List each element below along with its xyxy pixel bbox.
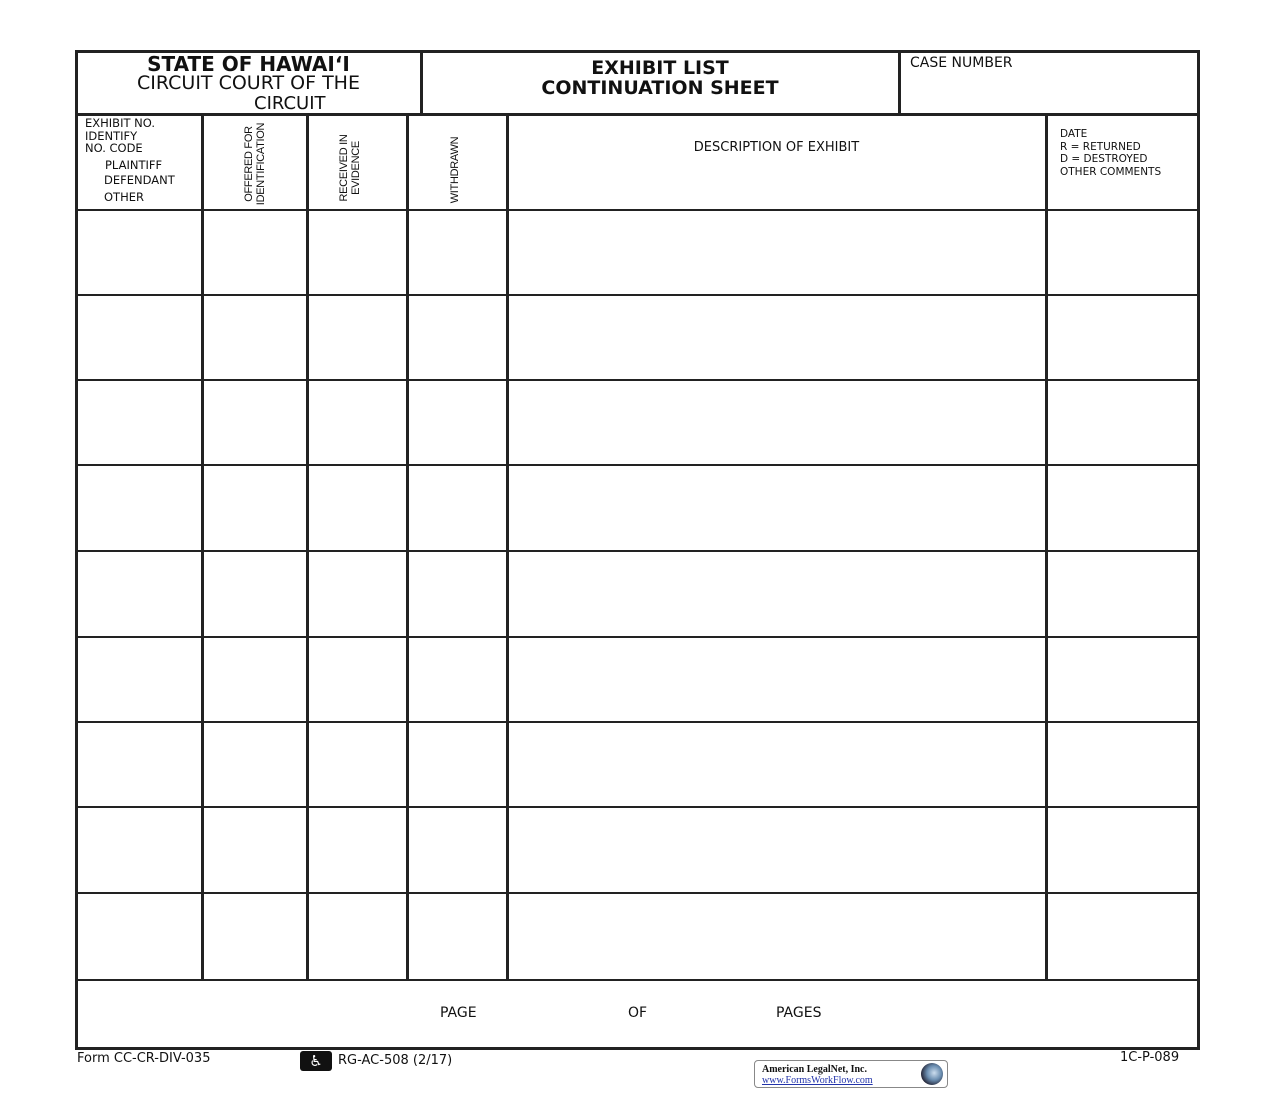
exhibit-no-field[interactable]	[78, 211, 201, 293]
header-line: OTHER COMMENTS	[1060, 166, 1162, 179]
date-comments-field[interactable]	[1047, 296, 1198, 378]
date-comments-field[interactable]	[1047, 381, 1198, 463]
exhibit-no-field[interactable]	[78, 381, 201, 463]
withdrawn-field[interactable]	[408, 466, 506, 549]
page-number-field[interactable]	[500, 998, 615, 1026]
received-field[interactable]	[308, 466, 406, 549]
offered-field[interactable]	[203, 894, 306, 978]
offered-field[interactable]	[203, 466, 306, 549]
exhibit-no-field[interactable]	[78, 296, 201, 378]
court-line-1: CIRCUIT COURT OF THE	[137, 72, 360, 94]
received-field[interactable]	[308, 638, 406, 720]
header-line: PLAINTIFF	[105, 157, 163, 172]
header-line: R = RETURNED	[1060, 140, 1141, 153]
description-field[interactable]	[508, 552, 1045, 635]
case-number-label: CASE NUMBER	[910, 55, 1013, 71]
page-code: 1C-P-089	[1120, 1050, 1180, 1065]
header-line: EXHIBIT NO.	[85, 116, 155, 130]
globe-icon	[921, 1063, 943, 1085]
description-field[interactable]	[508, 381, 1045, 463]
accessibility-icon: ♿	[300, 1051, 332, 1071]
total-pages-field[interactable]	[660, 998, 770, 1026]
exhibit-header	[85, 117, 175, 203]
offered-field[interactable]	[203, 296, 306, 378]
date-comments-field[interactable]	[1047, 211, 1198, 293]
received-field[interactable]	[308, 808, 406, 891]
offered-field[interactable]	[203, 723, 306, 805]
offered-field[interactable]	[203, 638, 306, 720]
court-line-2: CIRCUIT	[254, 93, 326, 114]
vendor-logo[interactable]	[754, 1060, 948, 1088]
description-field[interactable]	[508, 894, 1045, 978]
pages-label: PAGES	[776, 1005, 822, 1021]
withdrawn-field[interactable]	[408, 638, 506, 720]
form-title-1: EXHIBIT LIST	[591, 57, 729, 79]
exhibit-no-field[interactable]	[78, 466, 201, 549]
header-line: OFFERED FOR	[243, 126, 255, 202]
withdrawn-field[interactable]	[408, 552, 506, 635]
header-line: NO. CODE	[85, 141, 143, 155]
offered-header	[243, 114, 267, 214]
withdrawn-field[interactable]	[408, 723, 506, 805]
state-title: STATE OF HAWAIʻI	[147, 52, 350, 76]
date-comments-field[interactable]	[1047, 808, 1198, 891]
exhibit-no-field[interactable]	[78, 723, 201, 805]
offered-field[interactable]	[203, 211, 306, 293]
offered-field[interactable]	[203, 552, 306, 635]
withdrawn-field[interactable]	[408, 211, 506, 293]
date-header	[1060, 128, 1161, 179]
header-line: EVIDENCE	[350, 141, 362, 195]
withdrawn-field[interactable]	[408, 381, 506, 463]
exhibit-no-field[interactable]	[78, 638, 201, 720]
description-field[interactable]	[508, 466, 1045, 549]
received-field[interactable]	[308, 894, 406, 978]
exhibit-no-field[interactable]	[78, 808, 201, 891]
date-comments-field[interactable]	[1047, 894, 1198, 978]
header-line: DEFENDANT	[104, 173, 175, 187]
withdrawn-field[interactable]	[408, 808, 506, 891]
date-comments-field[interactable]	[1047, 723, 1198, 805]
offered-field[interactable]	[203, 808, 306, 891]
header-line: D = DESTROYED	[1060, 153, 1148, 166]
of-label: OF	[628, 1005, 648, 1021]
description-field[interactable]	[508, 808, 1045, 891]
date-comments-field[interactable]	[1047, 638, 1198, 720]
description-field[interactable]	[508, 211, 1045, 293]
description-field[interactable]	[508, 638, 1045, 720]
header-line: DATE	[1060, 128, 1088, 140]
row-divider	[75, 979, 1200, 981]
date-comments-field[interactable]	[1047, 552, 1198, 635]
withdrawn-header: WITHDRAWN	[449, 136, 461, 204]
received-field[interactable]	[308, 296, 406, 378]
vendor-name: American LegalNet, Inc.	[762, 1064, 867, 1075]
exhibit-no-field[interactable]	[78, 552, 201, 635]
vendor-link[interactable]: www.FormsWorkFlow.com	[762, 1075, 873, 1086]
page-label: PAGE	[440, 1005, 477, 1021]
header-line: RECEIVED IN	[338, 134, 350, 202]
date-comments-field[interactable]	[1047, 466, 1198, 549]
received-field[interactable]	[308, 723, 406, 805]
received-field[interactable]	[308, 211, 406, 293]
description-field[interactable]	[508, 296, 1045, 378]
header-line: IDENTIFICATION	[255, 122, 267, 206]
offered-field[interactable]	[203, 381, 306, 463]
form-number: Form CC-CR-DIV-035	[77, 1051, 211, 1066]
withdrawn-field[interactable]	[408, 894, 506, 978]
received-field[interactable]	[308, 381, 406, 463]
description-field[interactable]	[508, 723, 1045, 805]
description-header: DESCRIPTION OF EXHIBIT	[693, 140, 860, 155]
rg-code: RG-AC-508 (2/17)	[338, 1053, 453, 1068]
received-field[interactable]	[308, 552, 406, 635]
case-number-field[interactable]	[905, 75, 1193, 111]
withdrawn-field[interactable]	[408, 296, 506, 378]
exhibit-no-field[interactable]	[78, 894, 201, 978]
form-title-2: CONTINUATION SHEET	[541, 77, 779, 99]
received-header	[338, 118, 362, 218]
header-line: OTHER	[104, 189, 144, 204]
header-line: IDENTIFY	[85, 128, 138, 143]
